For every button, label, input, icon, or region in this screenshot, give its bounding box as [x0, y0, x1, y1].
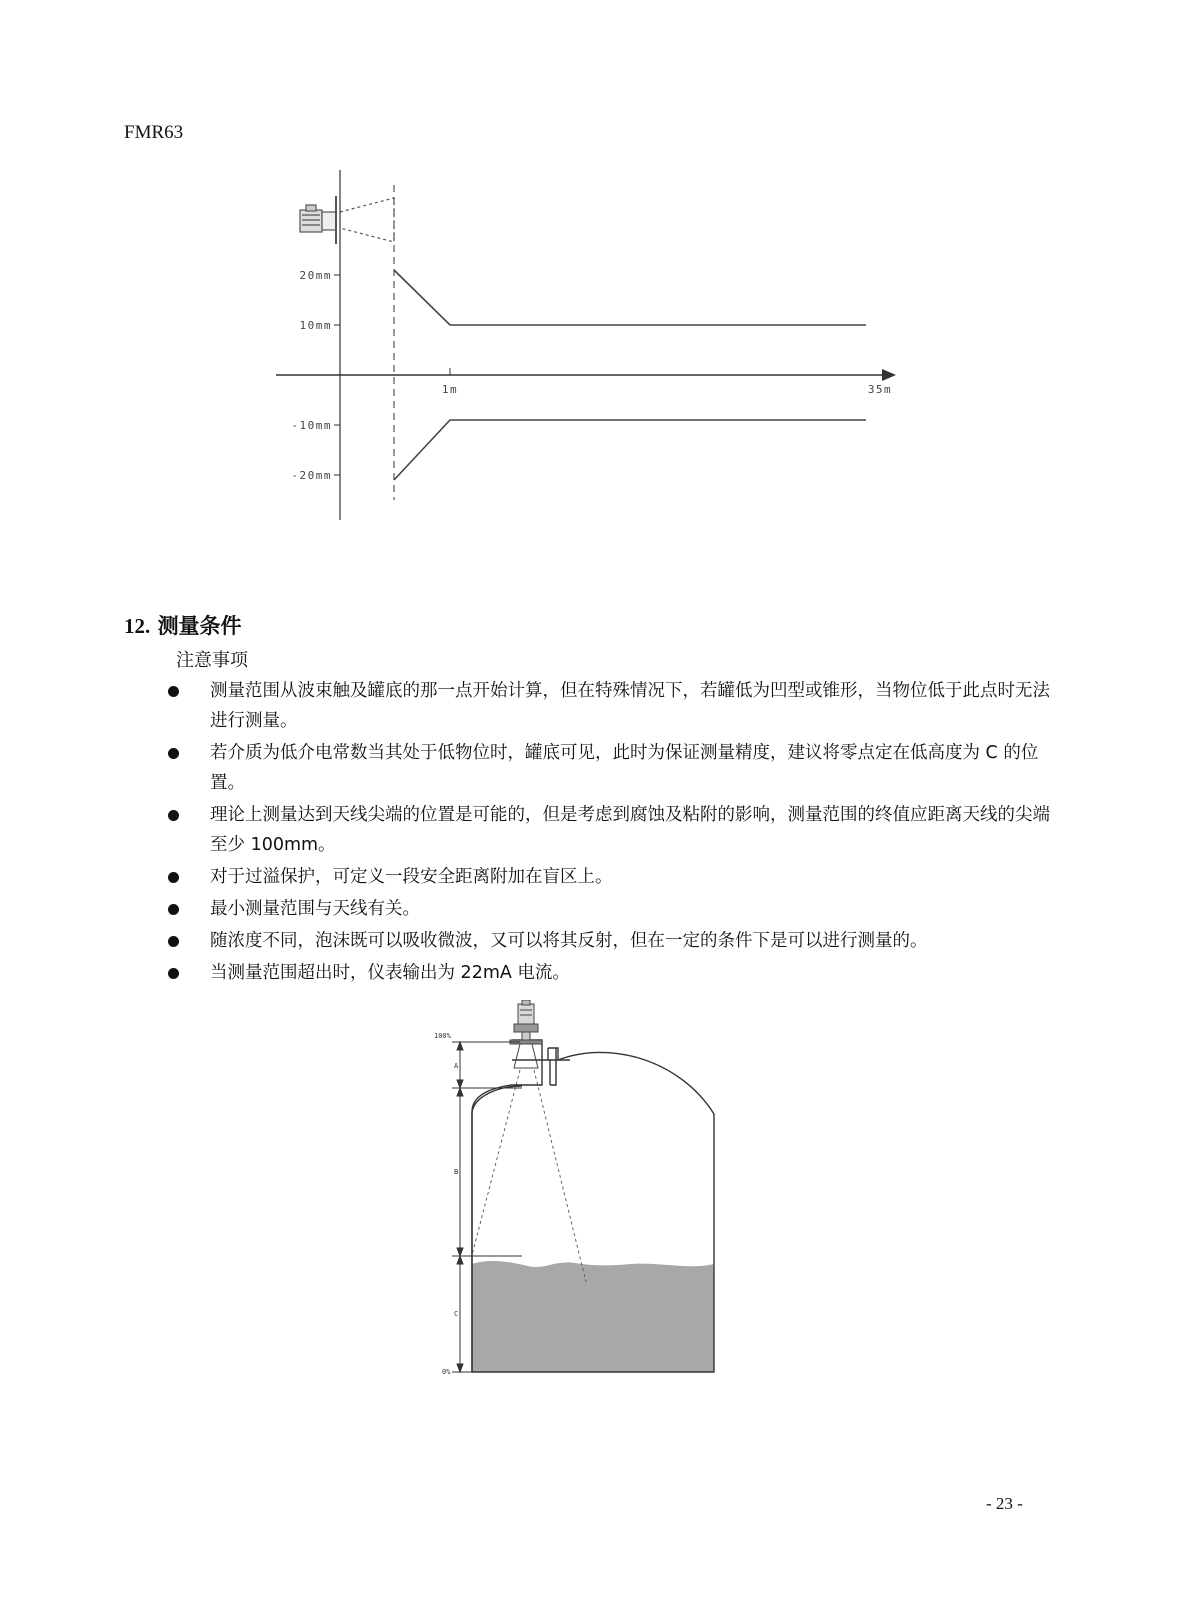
section-subtitle: 注意事项: [176, 650, 248, 671]
beam-left: [472, 1070, 520, 1255]
radar-sensor-icon: [510, 1000, 542, 1044]
accuracy-chart: [270, 160, 910, 534]
x-tick-label: 1m: [441, 383, 459, 396]
list-item: [168, 862, 1050, 892]
list-item: [168, 926, 1050, 956]
x-tick-label: 35m: [867, 383, 893, 396]
section-heading: [124, 610, 242, 640]
note-text: 随浓度不同，泡沫既可以吸收微波，又可以将其反射，但在一定的条件下是可以进行测量的。: [210, 931, 928, 951]
radar-sensor-icon: [300, 196, 394, 244]
tank-diagram-svg: [430, 1000, 730, 1385]
zone-label-c: C: [454, 1310, 459, 1318]
page-number: - 23 -: [986, 1494, 1023, 1513]
note-text: 最小测量范围与天线有关。: [210, 899, 420, 919]
beam-right: [534, 1070, 586, 1282]
note-text: 当测量范围超出时，仪表输出为 22mA 电流。: [210, 963, 570, 983]
notes-list: [168, 676, 1050, 990]
note-text: 理论上测量达到天线尖端的位置是可能的，但是考虑到腐蚀及粘附的影响，测量范围的终值应距离天线的尖端至少 100mm。: [210, 805, 1050, 855]
bullet-icon: [168, 686, 179, 697]
list-item: [168, 958, 1050, 988]
tank-diagram: [430, 1000, 730, 1389]
list-item: [168, 738, 1050, 798]
top-level-label: 100%: [434, 1032, 451, 1040]
upper-accuracy-line: [394, 270, 866, 325]
zone-label-a: A: [454, 1062, 459, 1070]
device-model-label: FMR63: [124, 122, 184, 143]
bullet-icon: [168, 748, 179, 759]
liquid-fill: [472, 1261, 714, 1372]
zone-label-b: B: [454, 1168, 459, 1176]
lower-accuracy-line: [394, 420, 866, 480]
bullet-icon: [168, 936, 179, 947]
y-tick-label: -20mm: [291, 469, 332, 482]
note-text: 测量范围从波束触及罐底的那一点开始计算，但在特殊情况下，若罐低为凹型或锥形，当物位低于此点时无法进行测量。: [210, 681, 1050, 731]
section-number: 12.: [124, 614, 151, 638]
note-text: 对于过溢保护，可定义一段安全距离附加在盲区上。: [210, 867, 613, 887]
bottom-level-label: 0%: [442, 1368, 451, 1376]
list-item: [168, 676, 1050, 736]
bullet-icon: [168, 904, 179, 915]
y-tick-label: -10mm: [291, 419, 332, 432]
note-text: 若介质为低介电常数当其处于低物位时，罐底可见，此时为保证测量精度，建议将零点定在低高度为 C 的位置。: [210, 743, 1039, 793]
x-axis-arrow: [882, 369, 896, 381]
section-title: 测量条件: [157, 614, 242, 638]
list-item: [168, 800, 1050, 860]
accuracy-chart-svg: [270, 160, 910, 530]
y-tick-label: 10mm: [299, 319, 332, 332]
bullet-icon: [168, 968, 179, 979]
list-item: [168, 894, 1050, 924]
y-tick-label: 20mm: [299, 269, 332, 282]
bullet-icon: [168, 810, 179, 821]
bullet-icon: [168, 872, 179, 883]
horn-antenna: [514, 1044, 538, 1068]
